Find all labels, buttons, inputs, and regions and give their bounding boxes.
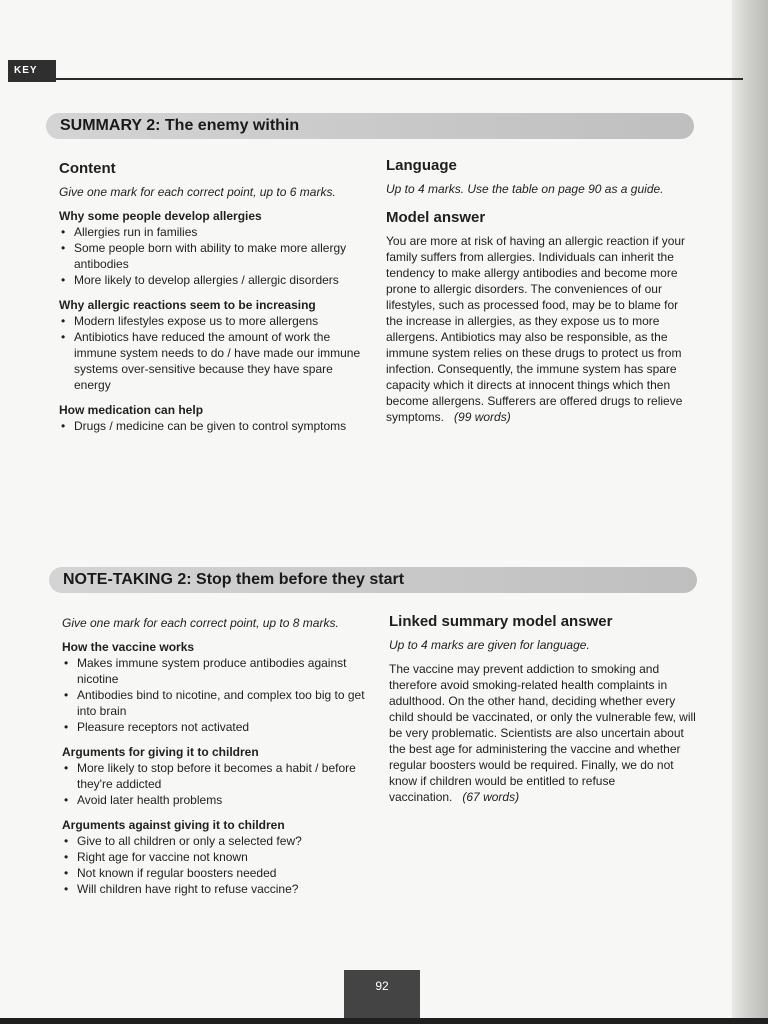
model-answer-text [386, 233, 698, 425]
list-item: • Makes immune system produce antibodies against nicotine [62, 655, 378, 687]
notetaking-points-column [62, 615, 378, 906]
list-item: • More likely to stop before it becomes a habit / before they're addicted [62, 760, 378, 792]
page-number: 92 [344, 970, 420, 1020]
list-item: • Avoid later health problems [62, 792, 378, 808]
bullet-list [62, 760, 378, 808]
list-item: • Drugs / medicine can be given to control symptoms [59, 418, 371, 434]
summary-language-column [386, 157, 698, 425]
content-instruction: Give one mark for each correct point, up to 6 marks. [59, 185, 336, 199]
language-heading: Language [386, 157, 457, 174]
language-instruction: Up to 4 marks. Use the table on page 90 as a guide. [386, 182, 664, 196]
group-heading: How medication can help [59, 403, 204, 417]
list-item: • Not known if regular boosters needed [62, 865, 378, 881]
page-edge-shadow [732, 0, 768, 1024]
bullet-list [59, 313, 371, 393]
footer-rule [0, 1018, 768, 1024]
list-item: • Pleasure receptors not activated [62, 719, 378, 735]
group-heading: How the vaccine works [62, 640, 195, 654]
bullet-list [62, 655, 378, 735]
list-item: • Modern lifestyles expose us to more allergens [59, 313, 371, 329]
content-heading: Content [59, 160, 116, 177]
summary-title-bar: SUMMARY 2: The enemy within [46, 113, 694, 139]
linked-summary-column [389, 613, 701, 805]
list-item: • Antibodies bind to nicotine, and complex too big to get into brain [62, 687, 378, 719]
word-count: (99 words) [454, 410, 511, 424]
list-item: • More likely to develop allergies / allergic disorders [59, 272, 371, 288]
list-item: • Right age for vaccine not known [62, 849, 378, 865]
model-answer-heading: Model answer [386, 209, 486, 226]
bullet-list [59, 224, 371, 288]
header-rule [8, 78, 743, 80]
group-heading: Why allergic reactions seem to be increasing [59, 298, 316, 312]
bullet-list [62, 833, 378, 897]
list-item: • Antibiotics have reduced the amount of work the immune system needs to do / have made our immune systems over-sensitive because they have spare energy [59, 329, 371, 393]
list-item: • Some people born with ability to make more allergy antibodies [59, 240, 371, 272]
linked-summary-text [389, 661, 701, 805]
linked-summary-instruction: Up to 4 marks are given for language. [389, 638, 590, 652]
group-heading: Arguments for giving it to children [62, 745, 259, 759]
group-heading: Arguments against giving it to children [62, 818, 285, 832]
notetaking-title-bar: NOTE-TAKING 2: Stop them before they start [49, 567, 697, 593]
linked-summary-body: The vaccine may prevent addiction to smoking and therefore avoid smoking-related health complaints in adulthood. On the other hand, deciding whether every child should be vaccinated, or only the vulnerable few, will be very problematic. Scientists are also uncertain about the best age for administering the vaccine and whether regular boosters would be required. Finally, we do not know if children would be entitled to refuse vaccination. [389, 662, 696, 804]
list-item: • Give to all children or only a selected few? [62, 833, 378, 849]
summary-content-column [59, 160, 371, 443]
list-item: • Allergies run in families [59, 224, 371, 240]
model-answer-body: You are more at risk of having an allergic reaction if your family suffers from allergies. Individuals can inherit the tendency to make allergy antibodies and become more prone to allergic disorders. The conveniences of our lifestyles, such as processed food, may be to blame for the increase in allergies, as they expose us to more allergens. Antibiotics may also be responsible, as the immune system relies on these drugs to protect us from infection. Consequently, the immune system has spare capacity which it directs at innocent things which then become allergens. Sufferers are offered drugs to relieve symptoms. [386, 234, 686, 424]
notetaking-instruction: Give one mark for each correct point, up to 8 marks. [62, 616, 339, 630]
list-item: • Will children have right to refuse vaccine? [62, 881, 378, 897]
linked-summary-heading: Linked summary model answer [389, 613, 613, 630]
word-count: (67 words) [462, 790, 520, 804]
key-tab: KEY [8, 60, 56, 82]
bullet-list [59, 418, 371, 434]
group-heading: Why some people develop allergies [59, 209, 262, 223]
